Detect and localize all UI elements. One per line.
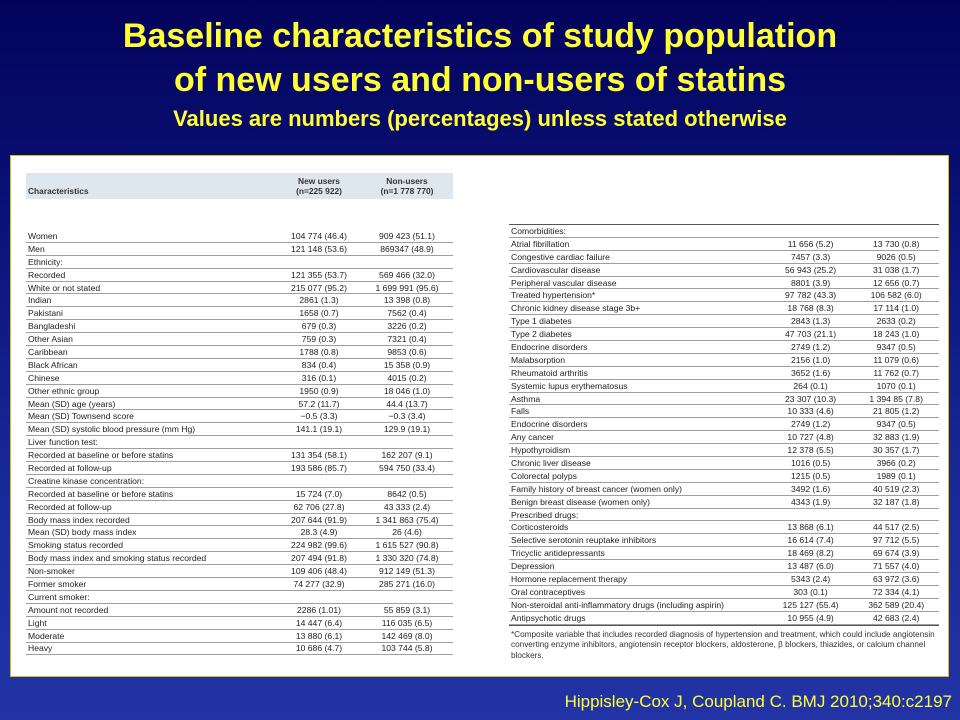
table-row (26, 282, 453, 295)
table-row (26, 256, 453, 269)
table-row (509, 225, 939, 238)
row-value-non-users: 106 582 (6.0) (870, 290, 922, 301)
table-row (509, 509, 939, 522)
table-row (509, 264, 939, 277)
table-row (509, 457, 939, 470)
table-row (509, 547, 939, 560)
row-value-new-users: 15 724 (7.0) (295, 488, 343, 499)
row-value-new-users: 2286 (1.01) (297, 604, 341, 615)
row-value-non-users: 129.9 (19.1) (383, 424, 431, 435)
table-row (509, 431, 939, 444)
table-row (509, 586, 939, 599)
row-value-non-users: 1989 (0.1) (876, 470, 916, 481)
row-value-new-users: 193 586 (85.7) (291, 462, 347, 473)
row-value-non-users: 3966 (0.2) (876, 457, 916, 468)
row-value-non-users: 71 557 (4.0) (873, 561, 920, 572)
row-label: Chronic kidney disease stage 3b+ (511, 303, 641, 314)
table-row (26, 526, 453, 539)
row-value-non-users: 13 398 (0.8) (383, 295, 431, 306)
row-value-new-users: 1658 (0.7) (299, 308, 339, 319)
row-value-non-users: 30 357 (1.7) (873, 445, 920, 456)
row-label: Prescribed drugs: (511, 509, 579, 520)
table-row (26, 372, 453, 385)
row-label: Endocrine disorders (511, 341, 588, 352)
row-value-non-users: 2633 (0.2) (876, 316, 916, 327)
slide-title-line-1: Baseline characteristics of study population (122, 17, 838, 55)
row-value-new-users: 62 706 (27.8) (293, 501, 345, 512)
row-label: Black African (28, 359, 78, 370)
right-comorbidities-table (509, 224, 939, 661)
table-row (509, 612, 939, 625)
row-label: Depression (511, 561, 555, 572)
row-value-new-users: 10 727 (4.8) (787, 432, 834, 443)
row-value-new-users: 10 686 (4.7) (295, 643, 343, 654)
row-value-new-users: 5343 (2.4) (791, 573, 831, 584)
row-value-non-users: 63 972 (3.6) (873, 573, 920, 584)
row-value-new-users: 2156 (1.0) (791, 354, 831, 365)
table-row (509, 380, 939, 393)
table-row (509, 534, 939, 547)
table-row (26, 643, 453, 656)
table-header (26, 173, 453, 199)
row-label: Indian (28, 295, 52, 306)
row-value-non-users: −0.3 (3.4) (388, 411, 426, 422)
row-value-non-users: 15 358 (0.9) (383, 359, 431, 370)
table-row (26, 578, 453, 591)
row-label: Men (28, 243, 45, 254)
row-value-new-users: 3652 (1.6) (791, 367, 831, 378)
row-label: Recorded at follow-up (28, 501, 112, 512)
table-row (26, 410, 453, 423)
row-label: Family history of breast cancer (women only) (511, 483, 682, 494)
slide-subtitle: Values are numbers (percentages) unless stated otherwise (173, 106, 787, 131)
row-label: Former smoker (28, 578, 87, 589)
row-label: Creatine kinase concentration: (28, 475, 145, 486)
row-value-new-users: 2749 (1.2) (791, 341, 831, 352)
row-label: Benign breast disease (women only) (511, 496, 651, 507)
table-row (509, 521, 939, 534)
table-row (509, 393, 939, 406)
row-label: Body mass index recorded (28, 514, 130, 525)
row-label: Chinese (28, 372, 60, 383)
header-spacer (26, 199, 453, 230)
row-value-new-users: 2843 (1.3) (791, 316, 831, 327)
row-value-non-users: 1 615 527 (90.8) (375, 540, 439, 551)
table-row (26, 307, 453, 320)
row-value-non-users: 44.4 (13.7) (386, 398, 428, 409)
row-value-non-users: 569 466 (32.0) (379, 269, 435, 280)
row-value-new-users: 316 (0.1) (301, 372, 337, 383)
table-row (26, 475, 453, 488)
row-value-new-users: 12 378 (5.5) (787, 445, 834, 456)
row-label: Corticosteroids (511, 522, 569, 533)
row-label: Mean (SD) systolic blood pressure (mm Hg) (28, 424, 196, 435)
table-row (26, 565, 453, 578)
row-value-non-users: 17 114 (1.0) (873, 303, 920, 314)
row-value-non-users: 9347 (0.5) (876, 341, 916, 352)
row-label: Mean (SD) Townsend score (28, 411, 134, 422)
row-value-new-users: 56 943 (25.2) (785, 264, 837, 275)
row-label: Smoking status recorded (28, 540, 124, 551)
table-row (509, 354, 939, 367)
row-value-new-users: 10 333 (4.6) (787, 406, 834, 417)
row-value-new-users: −0.5 (3.3) (300, 411, 338, 422)
row-label: Light (28, 617, 47, 628)
row-label: Recorded at baseline or before statins (28, 450, 174, 461)
table-row (509, 238, 939, 251)
table-row (26, 488, 453, 501)
header-new-users-title: New users (298, 176, 340, 186)
table-row (26, 346, 453, 359)
row-label: Body mass index and smoking status recorded (28, 553, 207, 564)
row-value-non-users: 21 805 (1.2) (873, 406, 920, 417)
row-value-non-users: 116 035 (6.5) (381, 617, 433, 628)
row-label: Endocrine disorders (511, 419, 588, 430)
slide-title-line-2: of new users and non-users of statins (173, 61, 787, 99)
row-value-new-users: 4343 (1.9) (791, 496, 831, 507)
left-table-body (26, 230, 453, 655)
row-value-new-users: 11 656 (5.2) (787, 238, 834, 249)
row-value-new-users: 121 148 (53.6) (291, 243, 347, 254)
row-value-new-users: 1016 (0.5) (791, 457, 831, 468)
row-value-non-users: 97 712 (5.5) (873, 535, 920, 546)
row-value-new-users: 47 703 (21.1) (785, 329, 837, 340)
table-image-panel (10, 155, 949, 677)
row-value-new-users: 7457 (3.3) (791, 251, 831, 262)
row-label: Rheumatoid arthritis (511, 367, 588, 378)
row-value-non-users: 4015 (0.2) (387, 372, 427, 383)
row-value-non-users: 1 394 85 (7.8) (869, 393, 923, 404)
row-value-non-users: 18 243 (1.0) (873, 329, 920, 340)
row-value-new-users: 121 355 (53.7) (291, 269, 347, 280)
row-label: Caribbean (28, 346, 68, 357)
row-value-non-users: 909 423 (51.1) (379, 230, 435, 241)
row-label: Type 1 diabetes (511, 316, 572, 327)
row-value-new-users: 1950 (0.9) (299, 385, 339, 396)
row-value-new-users: 18 469 (8.2) (787, 548, 834, 559)
row-value-non-users: 69 674 (3.9) (873, 548, 920, 559)
row-label: Hormone replacement therapy (511, 573, 628, 584)
row-value-non-users: 18 046 (1.0) (383, 385, 431, 396)
table-row (509, 599, 939, 612)
row-label: Bangladeshi (28, 321, 76, 332)
row-label: Peripheral vascular disease (511, 277, 617, 288)
table-row (26, 398, 453, 411)
row-value-new-users: 13 868 (6.1) (787, 522, 834, 533)
table-row (509, 405, 939, 418)
row-value-non-users: 11 762 (0.7) (873, 367, 920, 378)
row-label: Falls (511, 406, 530, 417)
header-non-users (363, 176, 451, 196)
table-row (509, 315, 939, 328)
row-value-new-users: 141.1 (19.1) (295, 424, 343, 435)
row-value-new-users: 679 (0.3) (301, 321, 337, 332)
row-label: Liver function test: (28, 437, 98, 448)
row-value-new-users: 14 447 (6.4) (295, 617, 343, 628)
row-value-new-users: 264 (0.1) (793, 380, 828, 391)
row-label: Selective serotonin reuptake inhibitors (511, 535, 657, 546)
row-value-new-users: 8801 (3.9) (791, 277, 831, 288)
row-value-new-users: 303 (0.1) (793, 586, 828, 597)
right-table-body (509, 225, 939, 625)
row-value-non-users: 32 187 (1.8) (873, 496, 920, 507)
row-value-new-users: 104 774 (46.4) (291, 230, 347, 241)
table-row (509, 277, 939, 290)
row-value-non-users: 362 589 (20.4) (868, 599, 925, 610)
row-value-non-users: 55 859 (3.1) (383, 604, 431, 615)
table-row (509, 483, 939, 496)
row-value-new-users: 13 487 (6.0) (787, 561, 834, 572)
table-row (26, 333, 453, 346)
row-label: Women (28, 230, 58, 241)
row-value-non-users: 13 730 (0.8) (873, 238, 920, 249)
row-label: Chronic liver disease (511, 457, 591, 468)
header-new-users (275, 176, 363, 196)
table-row (26, 462, 453, 475)
row-label: Comorbidities: (511, 225, 566, 236)
row-value-non-users: 912 149 (51.3) (379, 566, 435, 577)
row-value-non-users: 32 883 (1.9) (873, 432, 920, 443)
table-row (509, 496, 939, 509)
row-value-non-users: 26 (4.6) (392, 527, 422, 538)
row-label: Colorectal polyps (511, 470, 577, 481)
row-value-non-users: 142 469 (8.0) (381, 630, 433, 641)
row-label: Any cancer (511, 432, 554, 443)
row-label: Systemic lupus erythematosus (511, 380, 628, 391)
row-value-new-users: 207 644 (91.9) (291, 514, 347, 525)
row-label: Other ethnic group (28, 385, 100, 396)
table-row (509, 302, 939, 315)
table-row (26, 359, 453, 372)
row-value-non-users: 43 333 (2.4) (383, 501, 431, 512)
row-label: Malabsorption (511, 354, 565, 365)
row-value-new-users: 23 307 (10.3) (785, 393, 837, 404)
table-row (26, 604, 453, 617)
header-non-users-n: (n=1 778 770) (380, 186, 434, 196)
table-row (26, 630, 453, 643)
row-value-new-users: 207 494 (91.8) (291, 553, 347, 564)
table-row (26, 436, 453, 449)
row-value-non-users: 103 744 (5.8) (381, 643, 433, 654)
row-value-non-users: 162 207 (9.1) (381, 450, 433, 461)
header-characteristics: Characteristics (28, 186, 89, 196)
table-row (509, 289, 939, 302)
row-value-non-users: 3226 (0.2) (387, 321, 427, 332)
table-row (26, 320, 453, 333)
row-label: Oral contraceptives (511, 586, 586, 597)
row-value-non-users: 1 341 863 (75.4) (375, 514, 439, 525)
row-label: Moderate (28, 630, 65, 641)
row-value-non-users: 31 038 (1.7) (873, 264, 920, 275)
row-value-non-users: 1070 (0.1) (876, 380, 916, 391)
table-footnote: *Composite variable that includes recorded diagnosis of hypertension and treatment, which could include angiotensin converting enzyme inhibitors, angiotensin receptor blockers, aldosterone, β blockers, thiazides, or calcium channel blockers. (509, 625, 939, 662)
row-value-new-users: 57.2 (11.7) (298, 398, 340, 409)
row-value-non-users: 7562 (0.4) (387, 308, 427, 319)
row-label: Pakistani (28, 308, 63, 319)
row-label: White or not stated (28, 282, 101, 293)
table-row (26, 591, 453, 604)
table-row (26, 230, 453, 243)
row-value-new-users: 74 277 (32.9) (293, 578, 345, 589)
row-label: Antipsychotic drugs (511, 612, 586, 623)
row-label: Atrial fibrillation (511, 238, 570, 249)
row-label: Ethnicity: (28, 256, 63, 267)
row-value-new-users: 3492 (1.6) (791, 483, 831, 494)
row-value-non-users: 7321 (0.4) (387, 334, 427, 345)
row-value-new-users: 215 077 (95.2) (291, 282, 347, 293)
row-label: Cardiovascular disease (511, 264, 601, 275)
header-non-users-title: Non-users (386, 176, 428, 186)
row-value-non-users: 11 079 (0.6) (873, 354, 920, 365)
row-value-non-users: 44 517 (2.5) (873, 522, 920, 533)
row-value-non-users: 869347 (48.9) (380, 243, 434, 254)
row-label: Amount not recorded (28, 604, 109, 615)
row-value-new-users: 125 127 (55.4) (782, 599, 839, 610)
row-label: Mean (SD) body mass index (28, 527, 137, 538)
row-value-new-users: 109 406 (48.4) (291, 566, 347, 577)
row-value-new-users: 131 354 (58.1) (291, 450, 347, 461)
table-row (509, 328, 939, 341)
row-label: Congestive cardiac failure (511, 251, 610, 262)
row-value-new-users: 759 (0.3) (301, 334, 337, 345)
row-value-non-users: 9853 (0.6) (387, 346, 427, 357)
left-characteristics-table (26, 173, 453, 655)
row-label: Non-smoker (28, 566, 75, 577)
table-row (26, 243, 453, 256)
table-row (509, 251, 939, 264)
row-label: Non-steroidal anti-inflammatory drugs (including aspirin) (511, 599, 725, 610)
row-value-new-users: 28.3 (4.9) (300, 527, 338, 538)
row-label: Mean (SD) age (years) (28, 398, 116, 409)
row-label: Recorded at baseline or before statins (28, 488, 174, 499)
row-label: Tricyclic antidepressants (511, 548, 605, 559)
row-value-new-users: 2861 (1.3) (299, 295, 339, 306)
row-value-non-users: 9026 (0.5) (876, 251, 916, 262)
table-row (26, 501, 453, 514)
row-value-non-users: 12 656 (0.7) (873, 277, 920, 288)
table-row (26, 294, 453, 307)
row-label: Treated hypertension* (511, 290, 596, 301)
row-value-non-users: 40 519 (2.3) (873, 483, 920, 494)
table-row (26, 539, 453, 552)
row-value-new-users: 16 614 (7.4) (787, 535, 834, 546)
table-row (509, 367, 939, 380)
table-row (509, 560, 939, 573)
table-row (26, 449, 453, 462)
table-row (509, 470, 939, 483)
table-row (26, 269, 453, 282)
row-value-new-users: 1215 (0.5) (791, 470, 831, 481)
row-label: Hypothyroidism (511, 445, 571, 456)
table-row (509, 418, 939, 431)
row-value-new-users: 224 982 (99.6) (291, 540, 347, 551)
row-label: Recorded at follow-up (28, 462, 112, 473)
row-value-new-users: 18 768 (8.3) (787, 303, 834, 314)
row-label: Type 2 diabetes (511, 329, 572, 340)
row-label: Current smoker: (28, 591, 90, 602)
row-value-non-users: 594 750 (33.4) (379, 462, 435, 473)
row-value-new-users: 2749 (1.2) (791, 419, 831, 430)
row-value-new-users: 13 880 (6.1) (295, 630, 343, 641)
row-value-non-users: 42 683 (2.4) (873, 612, 920, 623)
table-row (26, 423, 453, 436)
row-label: Heavy (28, 643, 53, 654)
row-value-non-users: 8642 (0.5) (387, 488, 427, 499)
row-label: Other Asian (28, 334, 73, 345)
table-row (26, 552, 453, 565)
table-row (26, 514, 453, 527)
row-value-new-users: 1788 (0.8) (299, 346, 339, 357)
row-value-non-users: 72 334 (4.1) (873, 586, 920, 597)
table-row (26, 617, 453, 630)
table-row (26, 385, 453, 398)
table-row (509, 444, 939, 457)
row-value-non-users: 1 699 991 (95.6) (375, 282, 439, 293)
row-value-new-users: 834 (0.4) (301, 359, 337, 370)
citation: Hippisley-Cox J, Coupland C. BMJ 2010;340:c2197 (564, 692, 952, 711)
row-value-non-users: 1 330 320 (74.8) (375, 553, 439, 564)
row-value-new-users: 10 955 (4.9) (787, 612, 834, 623)
table-row (509, 341, 939, 354)
row-label: Asthma (511, 393, 541, 404)
row-value-non-users: 285 271 (16.0) (379, 578, 435, 589)
row-label: Recorded (28, 269, 66, 280)
row-value-non-users: 9347 (0.5) (876, 419, 916, 430)
table-row (509, 573, 939, 586)
header-new-users-n: (n=225 922) (296, 186, 342, 196)
row-value-new-users: 97 782 (43.3) (785, 290, 837, 301)
